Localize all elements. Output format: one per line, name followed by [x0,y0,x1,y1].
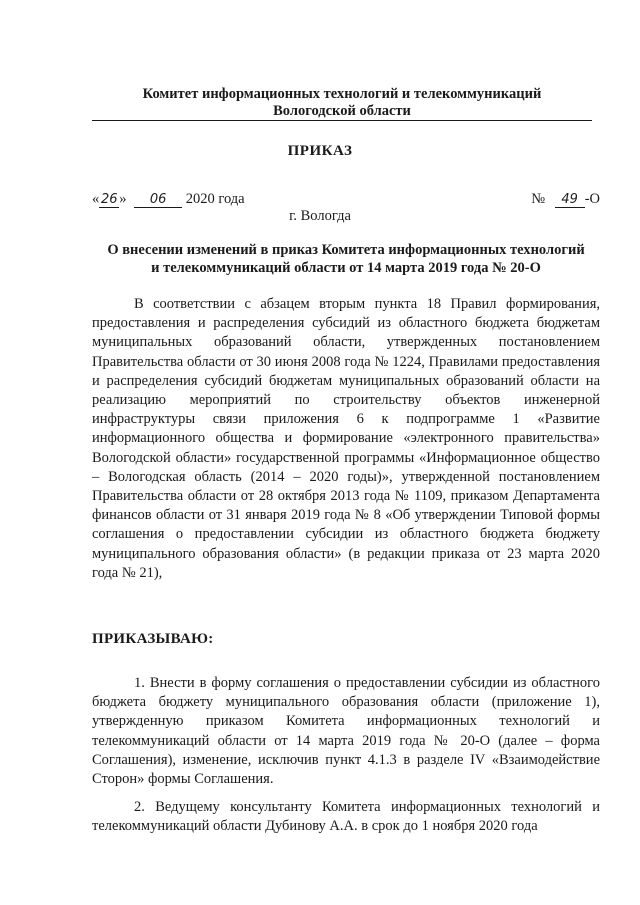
document-title: ПРИКАЗ [287,143,353,159]
number-sign: № [531,191,546,207]
number-suffix: -О [584,191,600,207]
header-divider [92,120,592,121]
order-item-2: 2. Ведущему консультанту Комитета информационных технологий и телекоммуникаций области Дубинову А.А. в срок до 1 ноября 2020 года [92,799,600,835]
date-month: 06 [134,193,182,208]
order-number [531,191,600,208]
order-date [92,191,245,208]
date-quote-close: » [119,191,127,207]
org-name-line1: Комитет информационных технологий и телекоммуникаций [142,86,542,102]
preamble-paragraph: В соответствии с абзацем вторым пункта 18 Правил формирования, предоставления и распределения субсидий из областного бюджета бюджетам муниципальных образований области, утвержденных постановлением Правительства области от 30 июня 2008 года № 1224, Правилами предоставления и распределения субсидий бюджетам муниципальных образований области на реализацию мероприятий по строительству объектов инженерной инфраструктуры связи приложения 6 к подпрограмме 1 «Развитие информационного общества и формирование «электронного правительства» Вологодской области» государственной программы «Информационное общество – Вологодская область (2014 – 2020 годы)», утвержденной постановлением Правительства области от 28 октября 2013 года № 1109, приказом Департамента финансов области от 31 января 2019 года № 8 «Об утверждении Типовой формы соглашения о предоставлении субсидии из областного бюджета бюджету муниципального образования области» (в редакции приказа от 23 марта 2020 года № 21), [92,296,600,581]
order-subject [92,241,600,277]
org-name-line2: Вологодской области [273,103,411,119]
number-value: 49 [555,193,585,208]
date-year: 2020 года [185,191,245,207]
date-quote-open: « [92,191,100,207]
city: г. Вологда [289,208,351,224]
order-word: ПРИКАЗЫВАЮ: [92,631,214,647]
subject-line2: и телекоммуникаций области от 14 марта 2019 года № 20-О [151,260,541,276]
date-day: 26 [100,192,118,207]
order-item-1: 1. Внести в форму соглашения о предоставлении субсидии из областного бюджета бюджету муниципального образования области (приложение 1), утвержденную приказом Комитета информационных технологий и телекоммуникаций области от 14 марта 2019 года № 20-О (далее – форма Соглашения), изменение, исключив пункт 4.1.3 в разделе IV «Взаимодействие Сторон» формы Соглашения. [92,675,600,788]
subject-line1: О внесении изменений в приказ Комитета информационных технологий [107,242,585,258]
